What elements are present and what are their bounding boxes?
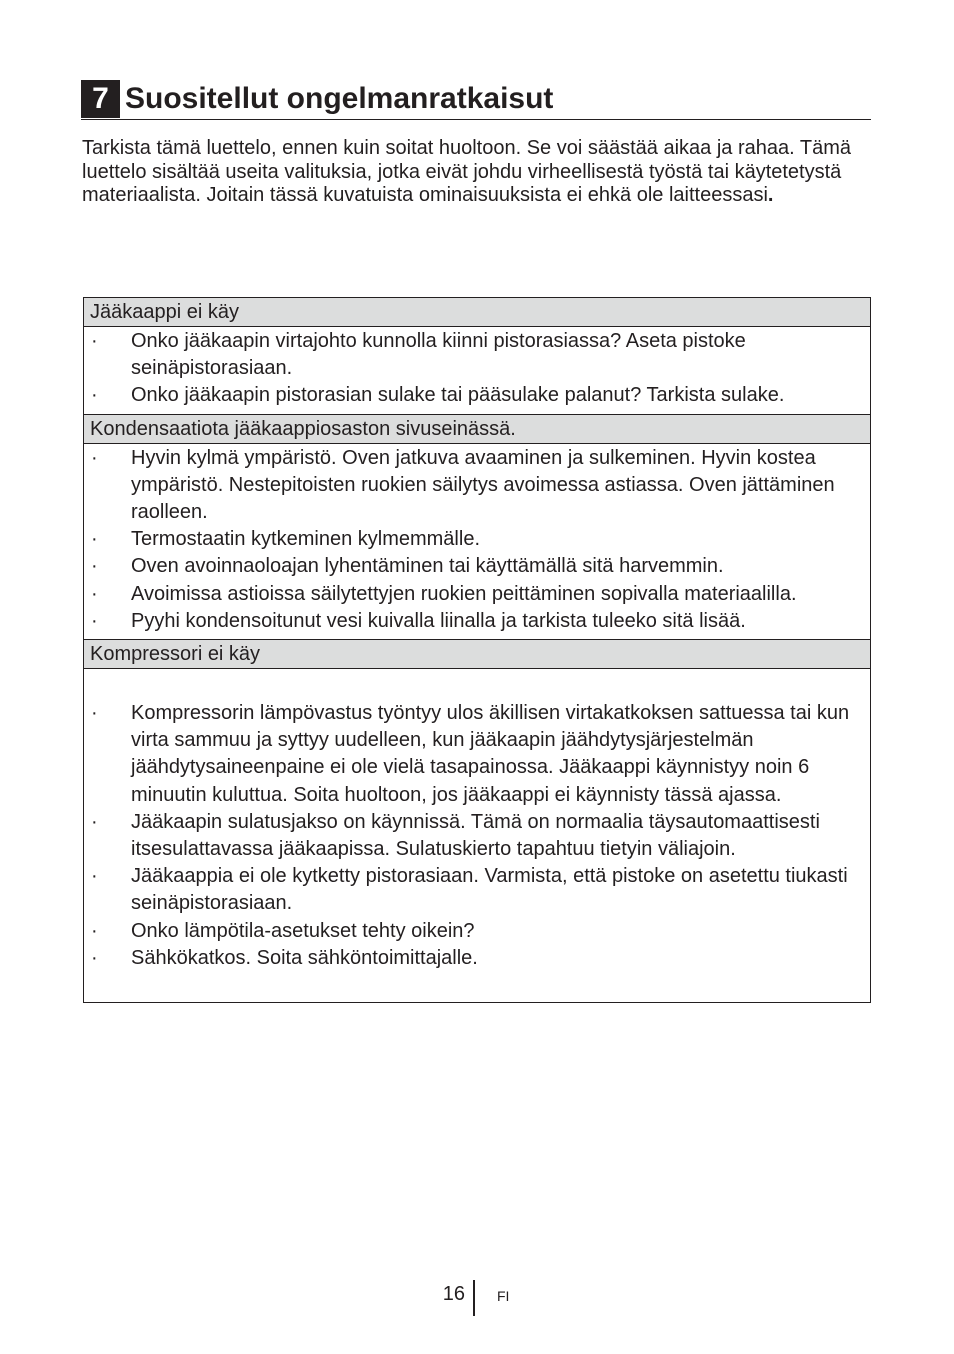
- list-item: [84, 863, 870, 917]
- list-item: [84, 382, 870, 409]
- section-header-refrigerator-not-running: Jääkaappi ei käy: [84, 298, 870, 327]
- item-text: Sähkökatkos. Soita sähköntoimittajalle.: [131, 946, 478, 969]
- intro-end-mark: .: [767, 184, 774, 206]
- section-body-compressor-not-running: [84, 669, 870, 1002]
- chapter-heading: [81, 78, 871, 120]
- chapter-title: Suositellut ongelmanratkaisut: [125, 82, 554, 115]
- bullet: ·: [91, 582, 98, 605]
- bullet: ·: [91, 946, 98, 969]
- section-header-condensation: Kondensaatiota jääkaappiosaston sivuseinässä.: [84, 415, 870, 444]
- list-item: [84, 809, 870, 863]
- bullet: ·: [91, 609, 98, 632]
- bullet: ·: [91, 702, 98, 725]
- item-text: Onko jääkaapin pistorasian sulake tai pääsulake palanut? Tarkista sulake.: [131, 384, 785, 407]
- bullet: ·: [91, 330, 98, 352]
- footer-divider: [473, 1280, 475, 1316]
- item-text: Onko lämpötila-asetukset tehty oikein?: [131, 919, 475, 942]
- bullet: ·: [91, 446, 98, 469]
- list-item: [84, 328, 870, 382]
- language-code: FI: [497, 1288, 510, 1304]
- list-item: [84, 526, 870, 553]
- page-number: 16: [442, 1283, 465, 1305]
- list-item: [84, 553, 870, 580]
- list-item: [84, 945, 870, 972]
- section-body-refrigerator-not-running: [84, 327, 870, 415]
- list-item: [84, 700, 870, 809]
- bullet: ·: [91, 555, 98, 578]
- list-item: [84, 581, 870, 608]
- list-item: [84, 608, 870, 635]
- item-text: Jääkaappia ei ole kytketty pistorasiaan. Varmista, että pistoke on asetettu tiukasti seinäpistorasiaan.: [131, 865, 848, 915]
- intro-paragraph: [82, 137, 872, 208]
- list-item: [84, 918, 870, 945]
- item-text: Onko jääkaapin virtajohto kunnolla kiinni pistorasiassa? Aseta pistoke seinäpistorasiaan.: [131, 330, 746, 380]
- bullet: ·: [91, 865, 98, 888]
- list-item: [84, 445, 870, 527]
- bullet: ·: [91, 810, 98, 833]
- section-header-compressor-not-running: Kompressori ei käy: [84, 640, 870, 669]
- item-text: Oven avoinnaoloajan lyhentäminen tai käyttämällä sitä harvemmin.: [131, 555, 724, 578]
- troubleshooting-table: [83, 297, 871, 1003]
- intro-text: Tarkista tämä luettelo, ennen kuin soitat huoltoon. Se voi säästää aikaa ja rahaa. Tämä luettelo sisältää useita valituksia, jotka eivät johdu virheellisestä työstä tai käytetetystä materiaalista. Joitain tässä kuvatuista ominaisuuksista ei ehkä ole laitteessasi: [82, 137, 851, 206]
- item-text: Hyvin kylmä ympäristö. Oven jatkuva avaaminen ja sulkeminen. Hyvin kostea ympäristö. Nestepitoisten ruokien säilytys avoimessa astiassa. Oven jättäminen raolleen.: [131, 446, 835, 524]
- item-text: Jääkaapin sulatusjakso on käynnissä. Tämä on normaalia täysautomaattisesti itsesulattavassa jääkaapissa. Sulatuskierto tapahtuu tietyin väliajoin.: [131, 810, 820, 861]
- chapter-number: 7: [81, 80, 120, 118]
- section-body-condensation: [84, 444, 870, 640]
- item-text: Pyyhi kondensoitunut vesi kuivalla liinalla ja tarkista tuleeko sitä lisää.: [131, 609, 746, 632]
- bullet: ·: [91, 528, 98, 551]
- item-text: Avoimissa astioissa säilytettyjen ruokien peittäminen sopivalla materiaalilla.: [131, 582, 797, 605]
- bullet: ·: [91, 384, 98, 407]
- item-text: Termostaatin kytkeminen kylmemmälle.: [131, 528, 480, 551]
- bullet: ·: [91, 919, 98, 942]
- item-text: Kompressorin lämpövastus työntyy ulos äkillisen virtakatkoksen sattuessa tai kun virta sammuu ja syttyy uudelleen, kun jääkaapin jäähdytysjärjestelmän jäähdytysaineenpaine ei ole vielä tasapainossa. Jääkaappi käynnistyy noin 6 minuutin kuluttua. Soita huoltoon, jos jääkaappi ei käynnisty tässä ajassa.: [131, 702, 850, 806]
